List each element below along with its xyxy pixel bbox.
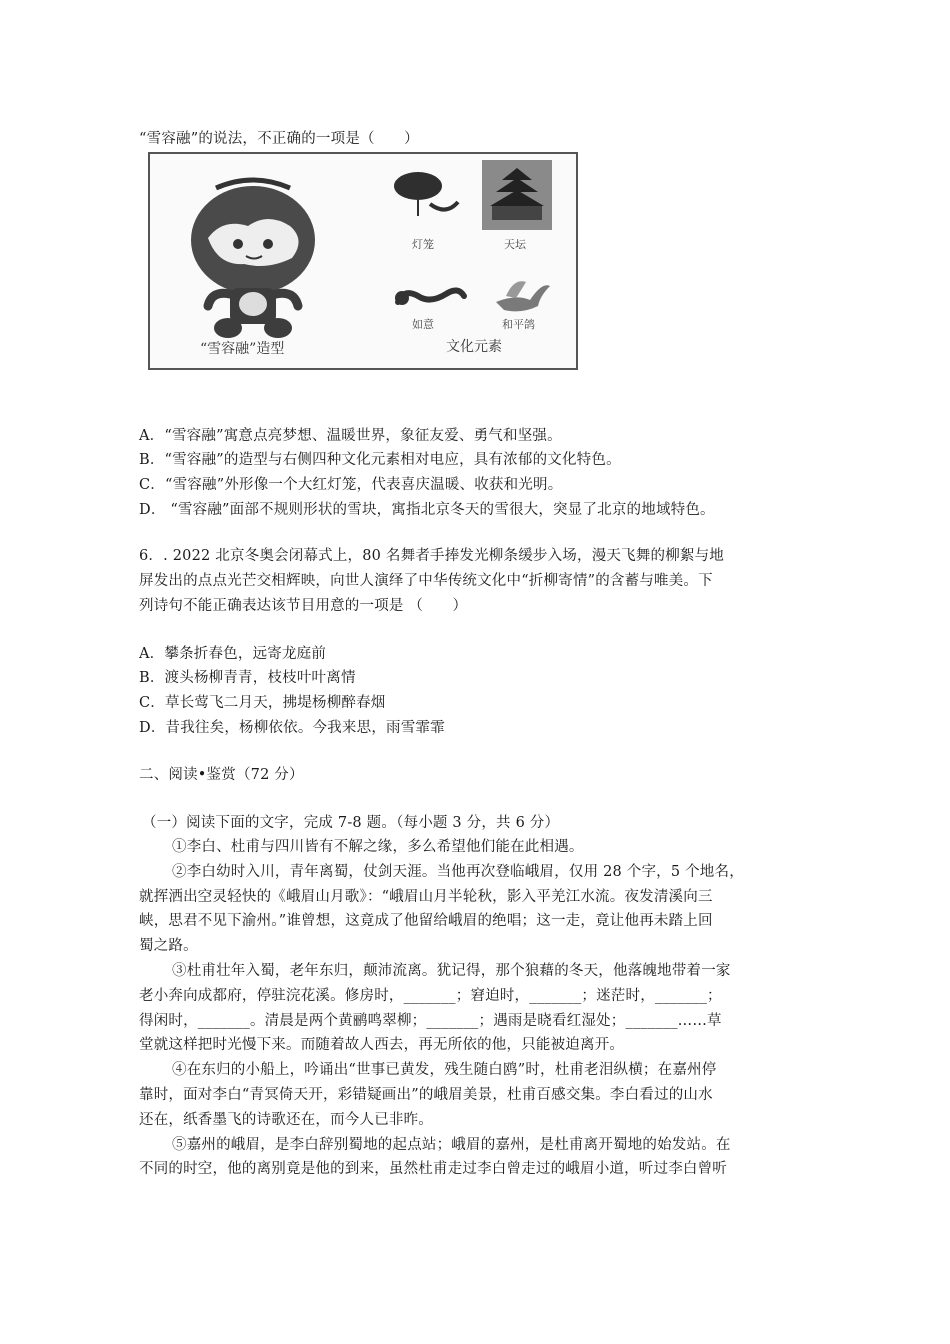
reading-part1-intro: （一）阅读下面的文字，完成 7-8 题。（每小题 3 分，共 6 分） bbox=[142, 815, 560, 831]
passage-line: 就挥洒出空灵轻快的《峨眉山月歌》：“峨眉山月半轮秋，影入平羌江水流。夜发清溪向三 bbox=[139, 888, 713, 905]
q6-stem-line-1: 6．. 2022 北京冬奥会闭幕式上，80 名舞者手捧发光柳条缓步入场，漫天飞舞的柳絮与地 bbox=[139, 548, 725, 564]
q6-stem-line-3: 列诗句不能正确表达该节目用意的一项是 （ ） bbox=[139, 598, 468, 614]
passage-line: ①李白、杜甫与四川皆有不解之缘，多么希望他们能在此相遇。 bbox=[172, 839, 584, 855]
section-heading: 二、阅读•鉴赏（72 分） bbox=[139, 767, 304, 783]
q5-option-c: C．“雪容融”外形像一个大红灯笼，代表喜庆温暖、收获和光明。 bbox=[139, 477, 563, 493]
passage-line: 蜀之路。 bbox=[139, 938, 198, 955]
q6-option-b: B．渡头杨柳青青，枝枝叶叶离情 bbox=[139, 670, 356, 686]
figure-caption-elements: 文化元素 bbox=[446, 339, 502, 355]
element-label-dove: 和平鸽 bbox=[502, 318, 535, 331]
passage-line: ⑤嘉州的峨眉，是李白辞别蜀地的起点站；峨眉的嘉州，是杜甫离开蜀地的始发站。在 bbox=[172, 1136, 731, 1153]
passage-line: 得闲时，_______。清晨是两个黄鹂鸣翠柳；_______；遇雨是晓看红湿处；_______……草 bbox=[139, 1012, 722, 1029]
q6-option-d: D．昔我往矣，杨柳依依。今我来思，雨雪霏霏 bbox=[139, 720, 445, 736]
passage-line: ④在东归的小船上，吟诵出“世事已黄发，残生随白鸥”时，杜甫老泪纵横；在嘉州停 bbox=[172, 1062, 717, 1079]
q6-option-a: A．攀条折春色，远寄龙庭前 bbox=[139, 646, 327, 662]
passage-line: 峡，思君不见下渝州。”谁曾想，这竟成了他留给峨眉的绝唱；这一走，竟让他再未踏上回 bbox=[139, 913, 713, 930]
mascot-figure bbox=[148, 152, 578, 370]
q5-option-d: D． “雪容融”面部不规则形状的雪块，寓指北京冬天的雪很大，突显了北京的地域特色。 bbox=[139, 502, 715, 518]
element-label-temple: 天坛 bbox=[504, 238, 526, 251]
passage-line: ③杜甫壮年入蜀，老年东归，颠沛流离。犹记得，那个狼藉的冬天，他落魄地带着一家 bbox=[172, 963, 731, 979]
peace-dove-icon bbox=[486, 272, 556, 318]
q6-stem-line-2: 屏发出的点点光芒交相辉映，向世人演绎了中华传统文化中“折柳寄情”的含蓄与唯美。下 bbox=[139, 573, 713, 589]
q5-stem: “雪容融”的说法，不正确的一项是（ ） bbox=[139, 131, 419, 147]
q6-option-c: C．草长莺飞二月天，拂堤杨柳醉春烟 bbox=[139, 695, 386, 711]
figure-caption-mascot: “雪容融”造型 bbox=[200, 341, 285, 357]
passage-line: 不同的时空，他的离别竟是他的到来，虽然杜甫走过李白曾走过的峨眉小道，听过李白曾听 bbox=[139, 1161, 727, 1178]
mascot-illustration bbox=[168, 160, 338, 350]
passage-line: 还在，纸香墨飞的诗歌还在，而今人已非昨。 bbox=[139, 1111, 433, 1128]
passage-line: ②李白幼时入川，青年离蜀，仗剑天涯。当他再次登临峨眉，仅用 28 个字，5 个地名， bbox=[172, 863, 744, 880]
q5-option-a: A．“雪容融”寓意点亮梦想、温暖世界，象征友爱、勇气和坚强。 bbox=[139, 428, 562, 444]
q5-option-b: B．“雪容融”的造型与右侧四种文化元素相对电应，具有浓郁的文化特色。 bbox=[139, 452, 621, 468]
element-label-ruyi: 如意 bbox=[412, 318, 434, 331]
passage-line: 堂就这样把时光慢下来。而随着故人西去，再无所依的他，只能被迫离开。 bbox=[139, 1037, 625, 1054]
lantern-icon bbox=[386, 164, 466, 224]
element-label-lantern: 灯笼 bbox=[412, 238, 434, 251]
passage-line: 靠时，面对李白“青冥倚天开，彩错疑画出”的峨眉美景，杜甫百感交集。李白看过的山水 bbox=[139, 1087, 713, 1103]
ruyi-icon bbox=[390, 278, 470, 318]
temple-of-heaven-icon bbox=[482, 160, 552, 230]
passage-line: 老小奔向成都府，停驻浣花溪。修房时，_______；窘迫时，_______；迷茫时，_______； bbox=[139, 987, 722, 1004]
